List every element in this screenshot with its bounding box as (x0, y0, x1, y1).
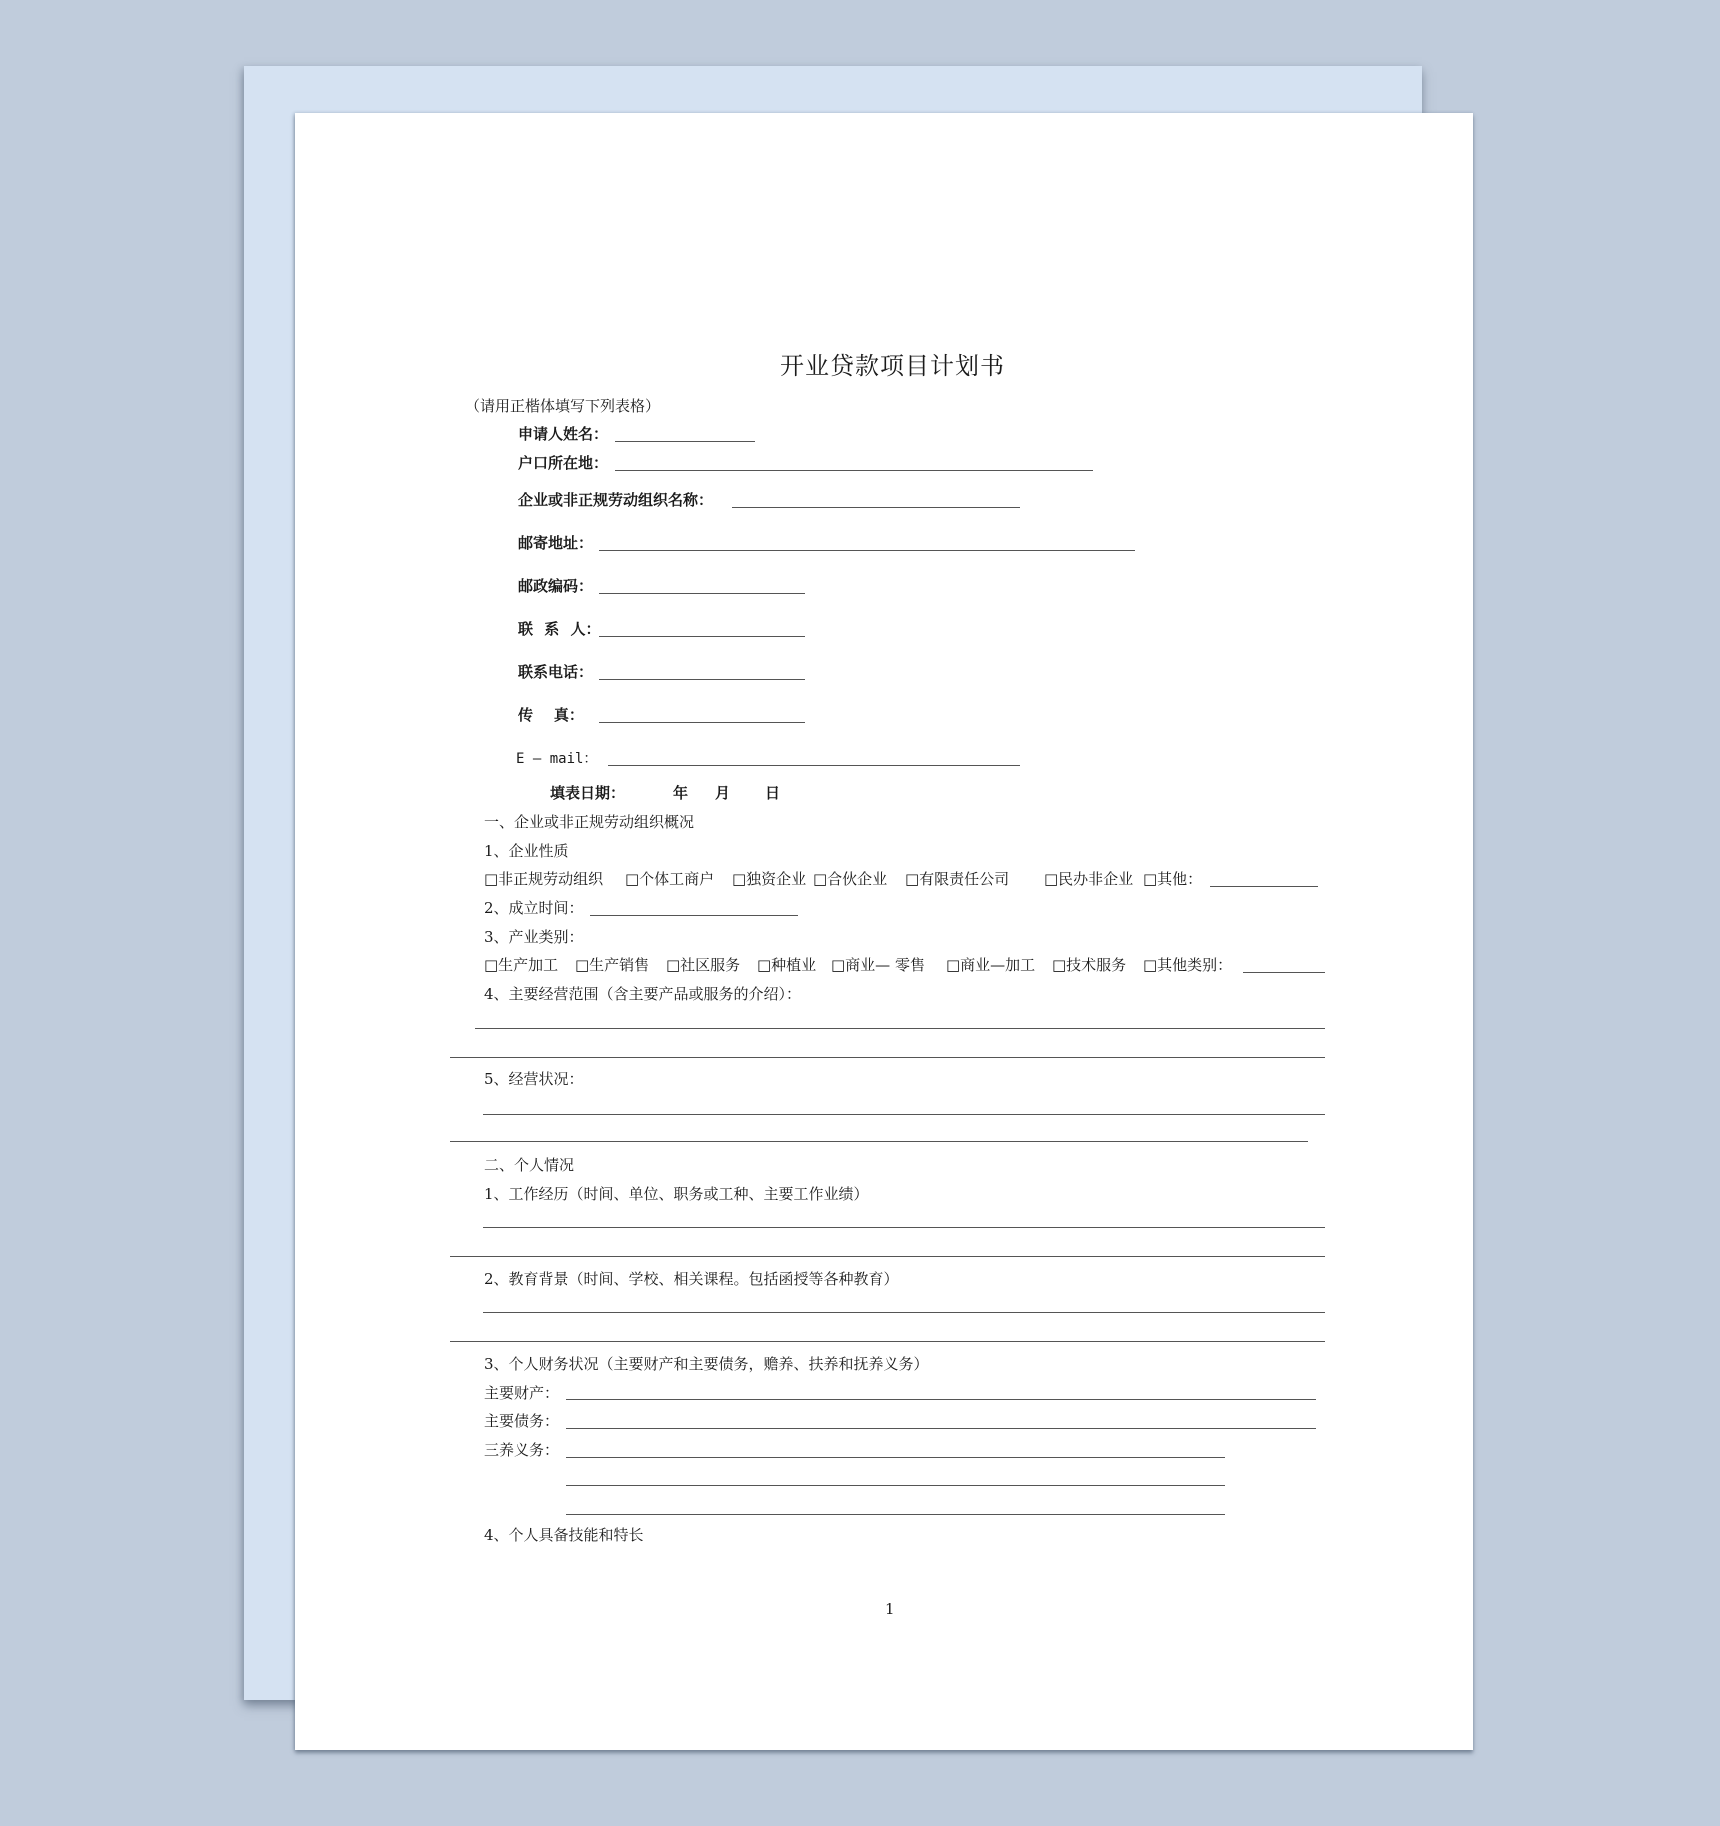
fill-date-label: 填表日期： (550, 784, 626, 802)
enterprise-nature-label: 1、企业性质 (484, 842, 569, 860)
business-status-line-1[interactable] (483, 1114, 1325, 1115)
work-experience-line-1[interactable] (483, 1227, 1325, 1228)
business-status-line-2[interactable] (450, 1141, 1308, 1142)
obligations-line-2[interactable] (566, 1485, 1225, 1486)
industry-option-commerce-retail[interactable]: □商业— 零售 (831, 956, 925, 974)
section1-heading: 一、企业或非正规劳动组织概况 (484, 813, 695, 831)
applicant-name-field[interactable] (615, 441, 755, 442)
work-experience-line-2[interactable] (450, 1256, 1325, 1257)
instruction-text: （请用正楷体填写下列表格） (465, 397, 661, 415)
skills-label: 4、个人具备技能和特长 (484, 1526, 644, 1544)
nature-option-sole-proprietorship[interactable]: □独资企业 (732, 870, 807, 888)
section2-heading: 二、个人情况 (484, 1156, 575, 1174)
contact-phone-label: 联系电话： (518, 663, 594, 681)
document-title: 开业贷款项目计划书 (780, 352, 1005, 380)
main-assets-field[interactable] (566, 1399, 1316, 1400)
household-location-field[interactable] (615, 470, 1093, 471)
nature-option-limited-liability[interactable]: □有限责任公司 (905, 870, 1010, 888)
organization-name-field[interactable] (732, 507, 1020, 508)
main-debts-label: 主要债务： (484, 1412, 560, 1430)
applicant-name-label: 申请人姓名： (518, 425, 609, 443)
established-time-field[interactable] (590, 915, 798, 916)
contact-phone-field[interactable] (599, 679, 805, 680)
mailing-address-field[interactable] (599, 550, 1135, 551)
postal-code-label: 邮政编码： (518, 577, 594, 595)
industry-option-community-service[interactable]: □社区服务 (666, 956, 741, 974)
email-label: E — mail： (516, 751, 598, 767)
nature-option-informal-labor[interactable]: □非正规劳动组织 (484, 870, 604, 888)
industry-option-technical-service[interactable]: □技术服务 (1052, 956, 1127, 974)
industry-option-production-processing[interactable]: □生产加工 (484, 956, 559, 974)
fill-date-month[interactable]: 月 (715, 784, 731, 802)
email-field[interactable] (608, 765, 1020, 766)
fill-date-year[interactable]: 年 (673, 784, 689, 802)
business-status-label: 5、经营状况： (484, 1070, 584, 1088)
industry-category-label: 3、产业类别： (484, 928, 584, 946)
business-scope-label: 4、主要经营范围（含主要产品或服务的介绍）： (484, 985, 802, 1003)
household-location-label: 户口所在地： (518, 454, 609, 472)
obligations-line-1[interactable] (566, 1457, 1225, 1458)
business-scope-line-1[interactable] (475, 1028, 1325, 1029)
main-assets-label: 主要财产： (484, 1384, 560, 1402)
mailing-address-label: 邮寄地址： (518, 534, 594, 552)
contact-person-label: 联 系 人： (518, 620, 601, 638)
nature-option-individual-business[interactable]: □个体工商户 (625, 870, 715, 888)
business-scope-line-2[interactable] (450, 1057, 1325, 1058)
work-experience-label: 1、工作经历（时间、单位、职务或工种、主要工作业绩） (484, 1185, 869, 1203)
nature-option-partnership[interactable]: □合伙企业 (813, 870, 888, 888)
education-line-1[interactable] (483, 1312, 1325, 1313)
main-debts-field[interactable] (566, 1428, 1316, 1429)
nature-option-private-nonenterprise[interactable]: □民办非企业 (1044, 870, 1134, 888)
fax-label: 传 真： (518, 706, 584, 724)
industry-option-planting[interactable]: □种植业 (757, 956, 817, 974)
fill-date-day[interactable]: 日 (765, 784, 781, 802)
education-line-2[interactable] (450, 1341, 1325, 1342)
education-label: 2、教育背景（时间、学校、相关课程。包括函授等各种教育） (484, 1270, 899, 1288)
industry-option-other[interactable]: □其他类别： (1143, 956, 1233, 974)
financial-status-label: 3、个人财务状况（主要财产和主要债务，赡养、扶养和抚养义务） (484, 1355, 929, 1373)
fax-field[interactable] (599, 722, 805, 723)
industry-other-field[interactable] (1243, 972, 1325, 973)
obligations-label: 三养义务： (484, 1441, 560, 1459)
nature-other-field[interactable] (1210, 886, 1318, 887)
obligations-line-3[interactable] (566, 1514, 1225, 1515)
industry-option-commerce-processing[interactable]: □商业—加工 (946, 956, 1036, 974)
industry-option-production-sales[interactable]: □生产销售 (575, 956, 650, 974)
contact-person-field[interactable] (599, 636, 805, 637)
nature-option-other[interactable]: □其他： (1143, 870, 1203, 888)
established-time-label: 2、成立时间： (484, 899, 584, 917)
document-page (295, 113, 1473, 1750)
organization-name-label: 企业或非正规劳动组织名称： (518, 491, 714, 509)
page-number: 1 (885, 1600, 895, 1618)
postal-code-field[interactable] (599, 593, 805, 594)
